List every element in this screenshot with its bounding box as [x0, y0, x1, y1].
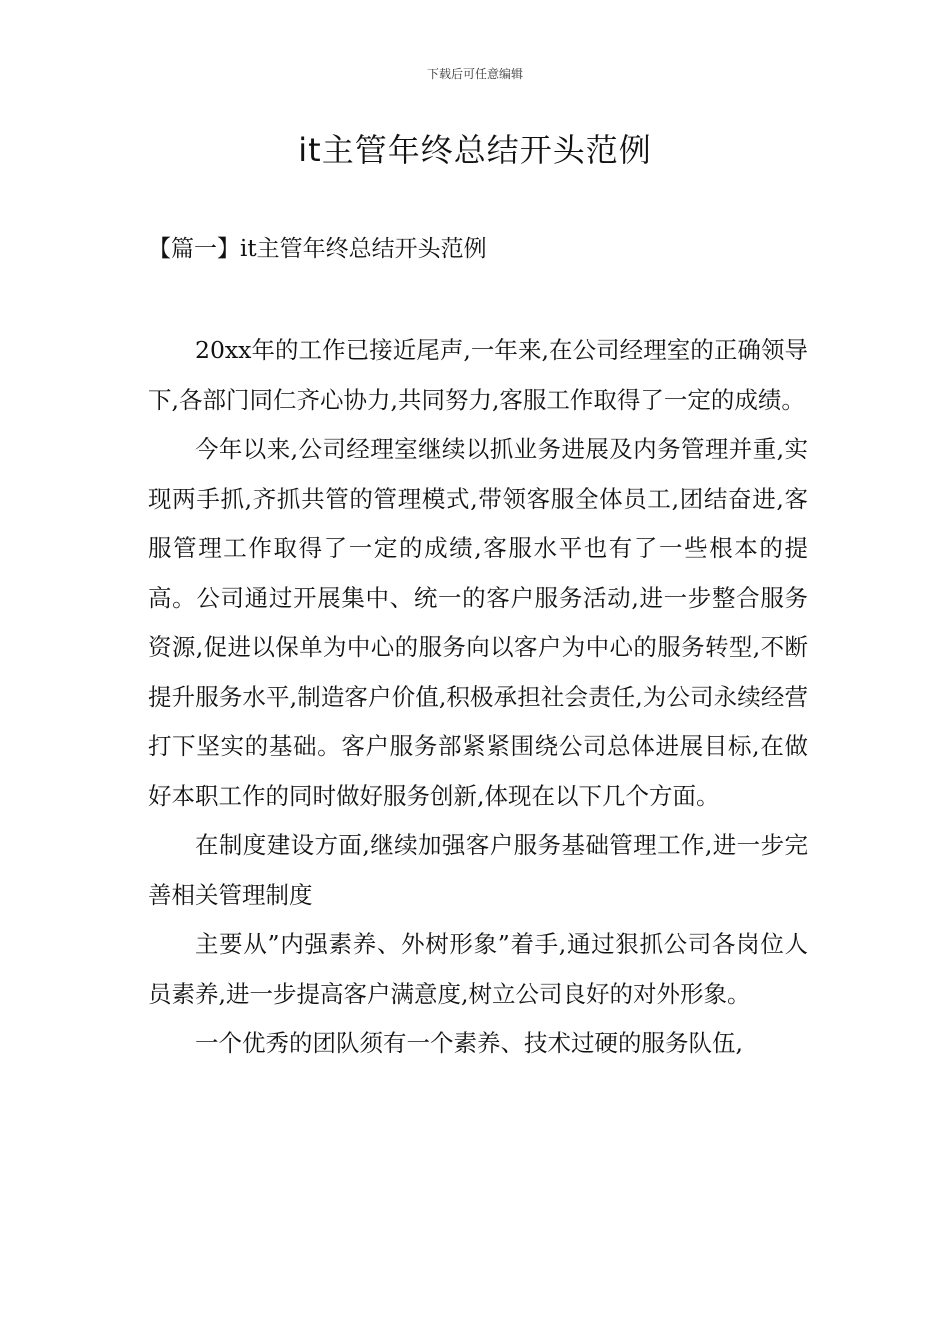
- paragraph-1: 20xx年的工作已接近尾声,一年来,在公司经理室的正确领导下,各部门同仁齐心协力,共同努力,客服工作取得了一定的成绩。: [148, 336, 808, 414]
- document-body: [148, 326, 808, 1069]
- paragraph-2: 今年以来,公司经理室继续以抓业务进展及内务管理并重,实现两手抓,齐抓共管的管理模式,带领客服全体员工,团结奋进,客服管理工作取得了一定的成绩,客服水平也有了一些根本的提高。公司通过开展集中、统一的客户服务活动,进一步整合服务资源,促进以保单为中心的服务向以客户为中心的服务转型,不断提升服务水平,制造客户价值,积极承担社会责任,为公司永续经营打下坚实的基础。客户服务部紧紧围绕公司总体进展目标,在做好本职工作的同时做好服务创新,体现在以下几个方面。: [148, 435, 808, 810]
- paragraph-3: 在制度建设方面,继续加强客户服务基础管理工作,进一步完善相关管理制度: [148, 831, 808, 909]
- paragraph-4: 主要从”内强素养、外树形象”着手,通过狠抓公司各岗位人员素养,进一步提高客户满意度,树立公司良好的对外形象。: [148, 930, 808, 1008]
- paragraph-5: 一个优秀的团队须有一个素养、技术过硬的服务队伍,: [195, 1029, 743, 1057]
- document-title: it主管年终总结开头范例: [298, 131, 652, 169]
- page-header-note: 下载后可任意编辑: [426, 67, 523, 81]
- section-heading: 【篇一】it主管年终总结开头范例: [148, 236, 487, 262]
